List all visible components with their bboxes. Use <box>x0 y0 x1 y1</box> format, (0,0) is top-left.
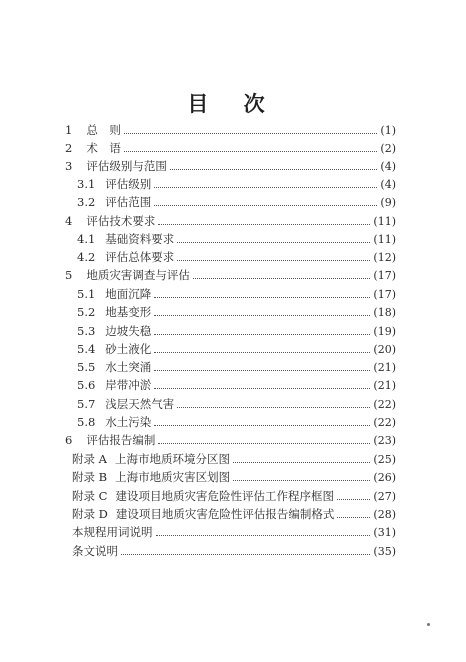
toc-entry-label: 评估级别 <box>105 177 152 191</box>
toc-entry[interactable] <box>72 487 396 505</box>
toc-entry-page: (12) <box>373 250 396 264</box>
toc-entry-page: (22) <box>373 415 396 429</box>
dot-leader <box>154 205 377 206</box>
toc-entry-page: (28) <box>373 507 396 521</box>
toc-entry-label: 水土突涌 <box>105 360 152 374</box>
toc-entry-page: (17) <box>373 287 396 301</box>
toc-entry-label: 本规程用词说明 <box>72 525 153 539</box>
toc-entry-label: 基础资料要求 <box>105 232 175 246</box>
toc-entry-number: 5.3 <box>77 324 96 338</box>
toc-entry-page: (21) <box>373 378 396 392</box>
toc-entry-page: (9) <box>380 195 396 209</box>
dot-leader <box>158 443 370 444</box>
toc-entry-page: (25) <box>373 452 396 466</box>
dot-leader <box>177 407 370 408</box>
toc-entry-label: 边坡失稳 <box>105 324 152 338</box>
toc-entry-page: (21) <box>373 360 396 374</box>
toc-entry[interactable] <box>72 523 396 541</box>
toc-entry-label: 地质灾害调查与评估 <box>86 268 190 282</box>
toc-entry-number: 5.6 <box>77 378 96 392</box>
toc-entry-number: 5.8 <box>77 415 96 429</box>
toc-entry-label: 上海市地质环境分区图 <box>114 452 230 466</box>
toc-entry-label: 建设项目地质灾害危险性评估工作程序框图 <box>115 489 334 503</box>
toc-entry[interactable] <box>72 450 396 468</box>
toc-entry[interactable] <box>77 322 396 340</box>
toc-entry-page: (26) <box>373 470 396 484</box>
toc-entry[interactable] <box>77 230 396 248</box>
toc-entry-number: 3.1 <box>77 177 96 191</box>
toc-entry-page: (23) <box>373 433 396 447</box>
toc-entry-label: 评估范围 <box>105 195 152 209</box>
toc-entry-page: (11) <box>373 214 396 228</box>
toc-entry-label: 砂土液化 <box>105 342 152 356</box>
toc-entry-label: 评估级别与范围 <box>86 159 167 173</box>
toc-entry[interactable] <box>77 193 396 211</box>
toc-entry-label: 地面沉降 <box>105 287 152 301</box>
dot-leader <box>233 462 370 463</box>
toc-entry-number: 4 <box>65 214 73 228</box>
page-title: 目 次 <box>187 92 279 116</box>
dot-leader <box>154 370 370 371</box>
toc-entry-label: 建设项目地质灾害危险性评估报告编制格式 <box>115 507 335 521</box>
corner-dot <box>427 623 430 626</box>
toc-entry-number: 5.4 <box>77 342 96 356</box>
toc-entry-number: 附录 A <box>72 452 107 466</box>
toc-entry-page: (22) <box>373 397 396 411</box>
toc-entry-number: 附录 C <box>72 489 108 503</box>
dot-leader <box>154 352 370 353</box>
toc-entry-page: (17) <box>373 268 396 282</box>
toc-entry-number: 附录 B <box>72 470 108 484</box>
toc-entry-page: (19) <box>373 324 396 338</box>
toc-entry-number: 5.7 <box>77 397 96 411</box>
toc-entry[interactable] <box>77 340 396 358</box>
toc-entry[interactable] <box>77 395 396 413</box>
toc-entry[interactable] <box>65 121 396 139</box>
toc-entry-number: 3.2 <box>77 195 96 209</box>
toc-entry-label: 地基变形 <box>105 305 152 319</box>
toc-entry[interactable] <box>72 468 396 486</box>
toc-entry-label: 术 语 <box>86 141 121 155</box>
toc-entry-label: 条文说明 <box>72 544 118 558</box>
toc-entry-page: (27) <box>373 489 396 503</box>
dot-leader <box>154 334 370 335</box>
dot-leader <box>124 151 378 152</box>
toc-entry-number: 4.1 <box>77 232 96 246</box>
toc-entry-page: (4) <box>380 159 396 173</box>
dot-leader <box>177 242 370 243</box>
dot-leader <box>154 388 370 389</box>
toc-entry[interactable] <box>77 376 396 394</box>
toc-entry-number: 3 <box>65 159 73 173</box>
toc-entry[interactable] <box>72 505 396 523</box>
dot-leader <box>154 297 370 298</box>
dot-leader <box>177 260 370 261</box>
toc-entry-page: (4) <box>380 177 396 191</box>
toc-entry[interactable] <box>72 542 396 560</box>
dot-leader <box>154 425 370 426</box>
toc-entry-label: 浅层天然气害 <box>105 397 175 411</box>
toc-entry[interactable] <box>77 175 396 193</box>
toc-entry[interactable] <box>65 157 396 175</box>
dot-leader <box>124 133 378 134</box>
toc-entry-number: 6 <box>65 433 73 447</box>
toc-entry[interactable] <box>77 413 396 431</box>
toc-entry-number: 2 <box>65 141 73 155</box>
toc-entry-label: 水土污染 <box>105 415 152 429</box>
toc-entry-page: (31) <box>373 525 396 539</box>
toc-entry-number: 4.2 <box>77 250 96 264</box>
toc-entry-number: 5.1 <box>77 287 96 301</box>
toc-entry[interactable] <box>65 266 396 284</box>
toc-entry[interactable] <box>65 212 396 230</box>
toc-entry-label: 评估技术要求 <box>86 214 156 228</box>
dot-leader <box>158 224 370 225</box>
dot-leader <box>154 315 370 316</box>
toc-entry-page: (1) <box>380 123 396 137</box>
toc-entry-number: 5.5 <box>77 360 96 374</box>
dot-leader <box>156 535 371 536</box>
toc-entry-number: 5.2 <box>77 305 96 319</box>
toc-entry[interactable] <box>77 285 396 303</box>
toc-entry[interactable] <box>77 303 396 321</box>
toc-entry-number: 5 <box>65 268 73 282</box>
toc-entry-label: 上海市地质灾害区划图 <box>115 470 231 484</box>
toc-entry-page: (35) <box>373 544 396 558</box>
dot-leader <box>121 554 370 555</box>
toc-entry-page: (18) <box>373 305 396 319</box>
toc-entry-page: (11) <box>373 232 396 246</box>
dot-leader <box>154 187 377 188</box>
toc-entry-label: 评估总体要求 <box>105 250 175 264</box>
toc-entry-label: 总 则 <box>86 123 121 137</box>
toc-entry-number: 附录 D <box>72 507 108 521</box>
dot-leader <box>233 480 370 481</box>
toc-entry-number: 1 <box>65 123 73 137</box>
toc-entry[interactable] <box>65 431 396 449</box>
toc-entry[interactable] <box>77 248 396 266</box>
dot-leader <box>337 517 370 518</box>
toc-entry-page: (2) <box>380 141 396 155</box>
dot-leader <box>170 169 378 170</box>
toc-entry-label: 岸带冲淤 <box>105 378 152 392</box>
toc-entry-page: (20) <box>373 342 396 356</box>
toc-entry[interactable] <box>65 139 396 157</box>
toc-entry[interactable] <box>77 358 396 376</box>
toc-entry-label: 评估报告编制 <box>86 433 156 447</box>
dot-leader <box>337 499 370 500</box>
dot-leader <box>193 278 371 279</box>
